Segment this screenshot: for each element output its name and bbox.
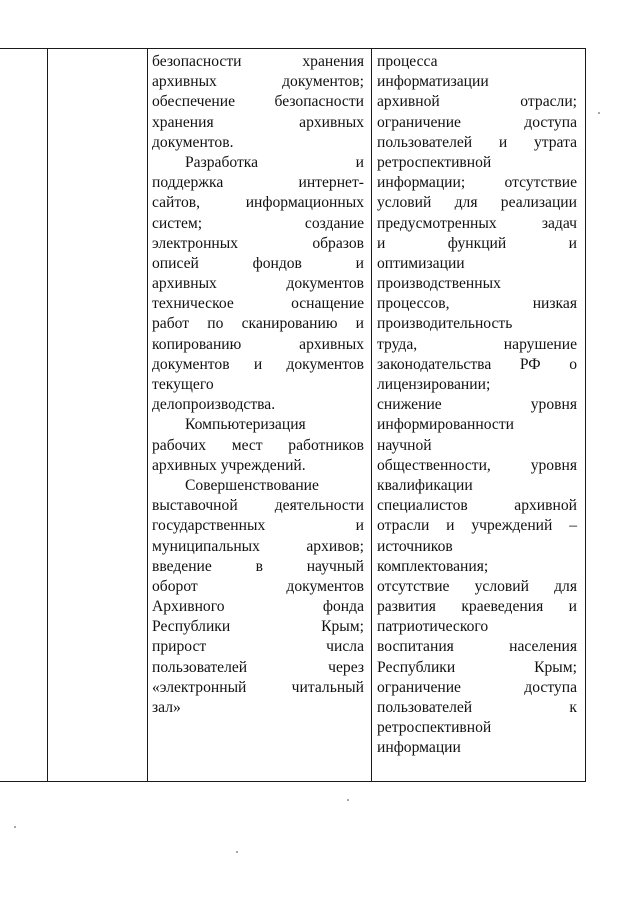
text-line: копированию архивных [152, 335, 364, 353]
text-line: ограничение доступа [377, 678, 577, 696]
text-line: «электронный читальный [152, 678, 364, 696]
text-line: систем; создание [152, 214, 364, 232]
text-line: специалистов архивной [377, 497, 577, 515]
text-line: предусмотренных задач [377, 214, 577, 232]
text-line: документов и документов [152, 355, 364, 373]
text-line: отсутствие условий для [377, 577, 577, 595]
text-line: общественности, уровня [377, 456, 577, 474]
text-line: Архивного фонда [152, 598, 364, 616]
text-line: труда, нарушение [377, 335, 577, 353]
text-line: развития краеведения и [377, 598, 577, 616]
text-line: документов. [152, 133, 234, 151]
text-line: описей фондов и [152, 254, 364, 272]
text-line: электронных образов [152, 234, 364, 252]
scan-speck [347, 799, 349, 801]
text-line: техническое оснащение [152, 295, 364, 313]
text-line: научной [377, 436, 432, 454]
text-line: текущего [152, 376, 214, 393]
text-line: хранения архивных [152, 113, 364, 131]
text-line: процессов, низкая [377, 295, 577, 313]
text-line: зал» [152, 699, 181, 716]
text-line: архивной отрасли; [377, 93, 577, 111]
text-line: информированности [377, 416, 514, 434]
measures-cell [152, 52, 364, 718]
text-line: рабочих мест работников [152, 436, 364, 454]
text-line: выставочной деятельности [152, 497, 364, 515]
text-line: отрасли и учреждений – [377, 517, 577, 535]
text-line: архивных учреждений. [152, 456, 306, 474]
text-line: пользователей и утрата [377, 133, 577, 151]
text-line: Республики Крым; [377, 658, 577, 676]
text-line: ретроспективной [377, 719, 492, 737]
text-line: введение в научный [152, 557, 364, 575]
text-line: сайтов, информационных [152, 194, 364, 212]
text-line: процесса [377, 53, 438, 70]
text-line: работ по сканированию и [152, 315, 364, 333]
text-line: пользователей через [152, 658, 364, 676]
text-line: делопроизводства. [152, 396, 276, 414]
risks-cell [377, 52, 577, 759]
text-line: архивных документов [152, 275, 364, 293]
text-line: снижение уровня [377, 396, 577, 414]
text-line: источников [377, 537, 453, 555]
text-line: ограничение доступа [377, 113, 577, 131]
text-line: прирост числа [152, 638, 364, 656]
text-line: Разработка и [185, 153, 364, 171]
text-line: информатизации [377, 73, 489, 91]
text-line: комплектования; [377, 557, 489, 575]
scan-speck [598, 112, 600, 114]
text-line: патриотического [377, 618, 489, 636]
text-line: обеспечение безопасности [152, 93, 364, 111]
scan-speck [14, 826, 16, 828]
text-line: воспитания населения [377, 638, 577, 656]
text-line: законодательства РФ о [377, 355, 577, 373]
text-line: информации; отсутствие [377, 174, 577, 192]
text-line: Республики Крым; [152, 618, 364, 636]
text-line: архивных документов; [152, 73, 364, 91]
text-line: муниципальных архивов; [152, 537, 364, 555]
text-line: безопасности хранения [152, 53, 364, 70]
text-line: лицензировании; [377, 376, 491, 393]
text-line: и функций и [377, 234, 577, 252]
text-line: квалификации [377, 476, 473, 494]
text-line: Компьютеризация [185, 416, 306, 434]
text-line: производственных [377, 275, 501, 293]
text-line: оборот документов [152, 577, 364, 595]
column-divider-3 [371, 48, 372, 782]
text-line: поддержка интернет- [152, 174, 364, 192]
text-line: Совершенствование [185, 476, 319, 494]
column-divider-2 [147, 48, 148, 782]
text-line: условий для реализации [377, 194, 577, 212]
scan-speck [236, 851, 238, 853]
text-line: производительность [377, 315, 513, 333]
text-line: государственных и [152, 517, 364, 535]
text-line: ретроспективной [377, 153, 492, 171]
column-divider-1 [47, 48, 48, 782]
text-line: информации [377, 739, 461, 757]
text-line: оптимизации [377, 254, 465, 272]
text-line: пользователей к [377, 699, 577, 716]
